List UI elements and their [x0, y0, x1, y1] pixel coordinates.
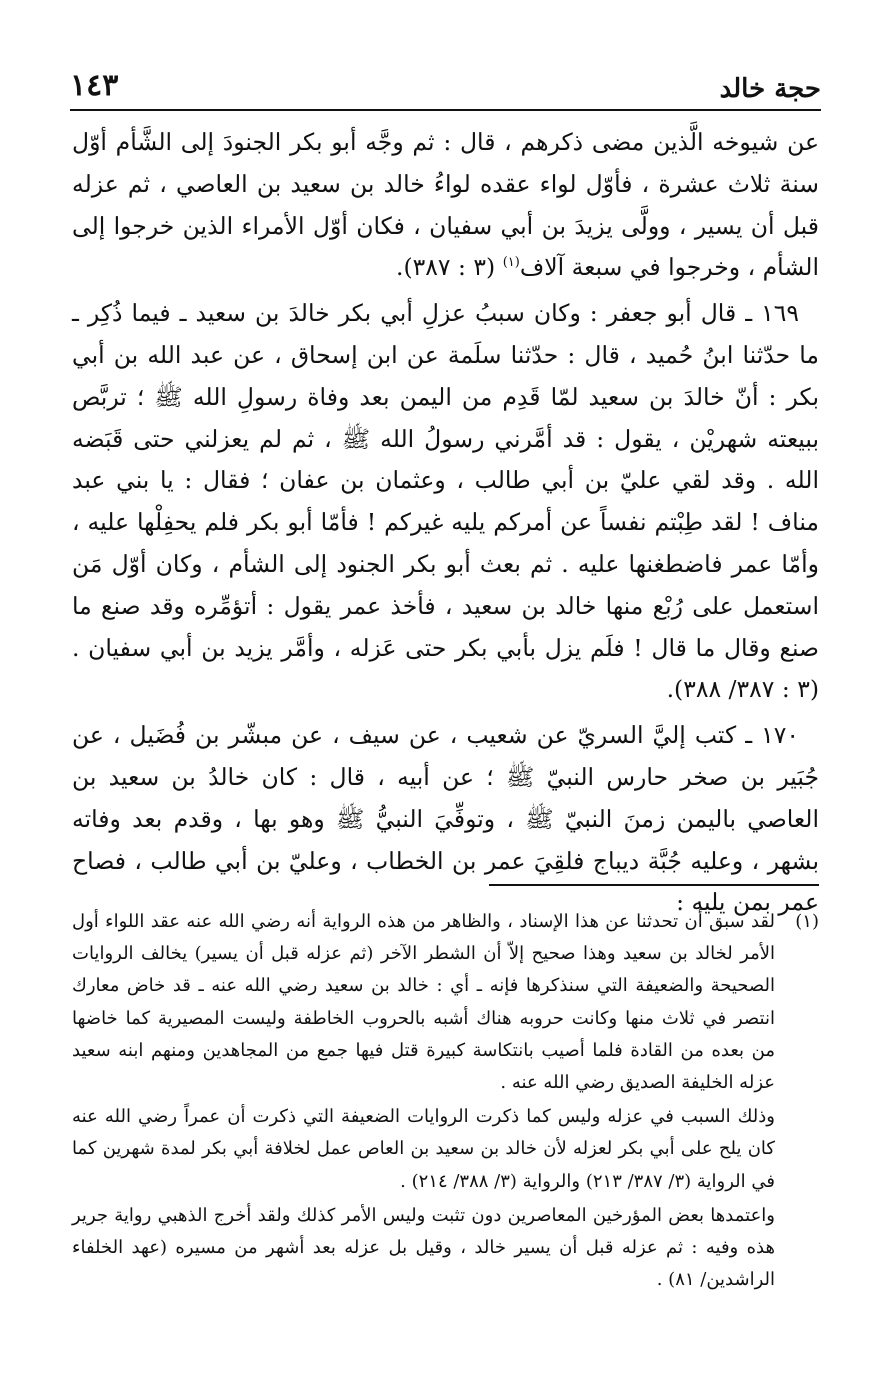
footnote-paragraph: وذلك السبب في عزله وليس كما ذكرت الروايات الضعيفة التي ذكرت أن عمراً رضي الله عنه كان يلح على أبي بكر لعزله لأن خالد بن سعيد بن العاص عمل لخلافة أبي بكر لمدة شهرين كما في الرواية (٣/ ٣٨٧/ ٢١٣) والرواية (٣/ ٣٨٨/ ٢١٤) . — [72, 1106, 775, 1192]
paragraph — [72, 715, 819, 924]
header-rule — [70, 109, 821, 111]
source-reference: (٣ : ٣٨٧/ ٣٨٨). — [666, 675, 819, 704]
footnote-number: (١) — [795, 911, 819, 932]
running-title: حجة خالد — [719, 74, 821, 104]
page-number: ١٤٣ — [70, 68, 119, 103]
footnote-marker: (١) — [502, 255, 520, 271]
paragraph-text: ١٧٠ ـ كتب إليَّ السريّ عن شعيب ، عن سيف ، عن مبشّر بن فُضَيل ، عن جُبَير بن صخر حارس النبيّ ﷺ ؛ عن أبيه ، قال : كان خالدُ بن سعيد بن العاصي باليمن زمنَ النبيّ ﷺ ، وتوفِّيَ النبيُّ ﷺ وهو بها ، وقدم بعد وفاته بشهر ، وعليه جُبَّة ديباج فلقِيَ عمر بن الخطاب ، وعليّ بن أبي طالب ، فصاح عمر بمن يليه : — [72, 721, 819, 917]
footnote — [72, 906, 819, 1296]
paragraph — [72, 293, 819, 711]
paragraph-text: ١٦٩ ـ قال أبو جعفر : وكان سببُ عزلِ أبي بكر خالدَ بن سعيد ـ فيما ذُكِر ـ ما حدّثنا ابنُ حُميد ، قال : حدّثنا سلَمة عن ابن إسحاق ، عن عبد الله بن أبي بكر : أنّ خالدَ بن سعيد لمّا قَدِم من اليمن بعد وفاة رسولِ الله ﷺ ؛ تربَّص ببيعته شهريْن ، يقول : قد أمَّرني رسولُ الله ﷺ ، ثم لم يعزلني حتى قَبَضه الله . وقد لقي عليّ بن أبي طالب ، وعثمان بن عفان ؛ فقال : يا بني عبد مناف ! لقد طِبْتم نفساً عن أمركم يليه غيركم ! فأمّا أبو بكر فلم يحفِلْها عليه ، وأمّا عمر فاضطغنها عليه . ثم بعث أبو بكر الجنود إلى الشأم ، وكان أوّل مَن استعمل على رُبْع منها خالد بن سعيد ، فأخذ عمر يقول : أتؤمِّره وقد صنع ما صنع وقال ما قال ! فلَم يزل بأبي بكر حتى عَزله ، وأمَّر يزيد بن أبي سفيان . — [72, 299, 819, 662]
main-text — [72, 122, 819, 928]
source-reference: (٣ : ٣٨٧). — [396, 253, 496, 282]
paragraph-text: عن شيوخه الَّذين مضى ذكرهم ، قال : ثم وجَّه أبو بكر الجنودَ إلى الشَّأم أوّل سنة ثلاث عشرة ، فأوّل لواء عقده لواءُ خالد بن سعيد بن العاصي ، ثم عزله قبل أن يسير ، وولَّى يزيدَ بن أبي سفيان ، فكان أوّل الأمراء الذين خرجوا إلى الشأم ، وخرجوا في سبعة آلاف — [72, 128, 819, 282]
footnote-paragraph: واعتمدها بعض المؤرخين المعاصرين دون تثبت وليس الأمر كذلك ولقد أخرج الذهبي رواية جرير هذه وفيه : ثم عزله قبل أن يسير خالد ، وقيل بل عزله بعد أشهر من مسيره (عهد الخلفاء الراشدين/ ٨١) . — [72, 1204, 775, 1291]
footnote-text — [72, 906, 775, 1296]
footnotes — [72, 906, 819, 1296]
footnote-paragraph: لقد سبق أن تحدثنا عن هذا الإسناد ، والظاهر من هذه الرواية أنه رضي الله عنه عقد اللواء أول الأمر لخالد بن سعيد وهذا صحيح إلاّ أن الشطر الآخر (ثم عزله قبل أن يسير) يخالف الروايات الصحيحة والضعيفة التي سنذكرها فإنه ـ أي : خالد بن سعيد رضي الله عنه ـ قد خاض معارك انتصر في ثلاث منها وكانت حروبه هناك أشبه بالحروب الخاطفة وليست المصيرية كما خاضها من بعده من القادة فلما أصيب بانتكاسة كبيرة قتل فيها جمع من المجاهدين ومنهم ابنه سعيد عزله الخليفة الصديق رضي الله عنه . — [72, 911, 775, 1094]
paragraph — [72, 122, 819, 289]
running-header — [70, 64, 821, 108]
footnote-separator — [489, 884, 819, 886]
